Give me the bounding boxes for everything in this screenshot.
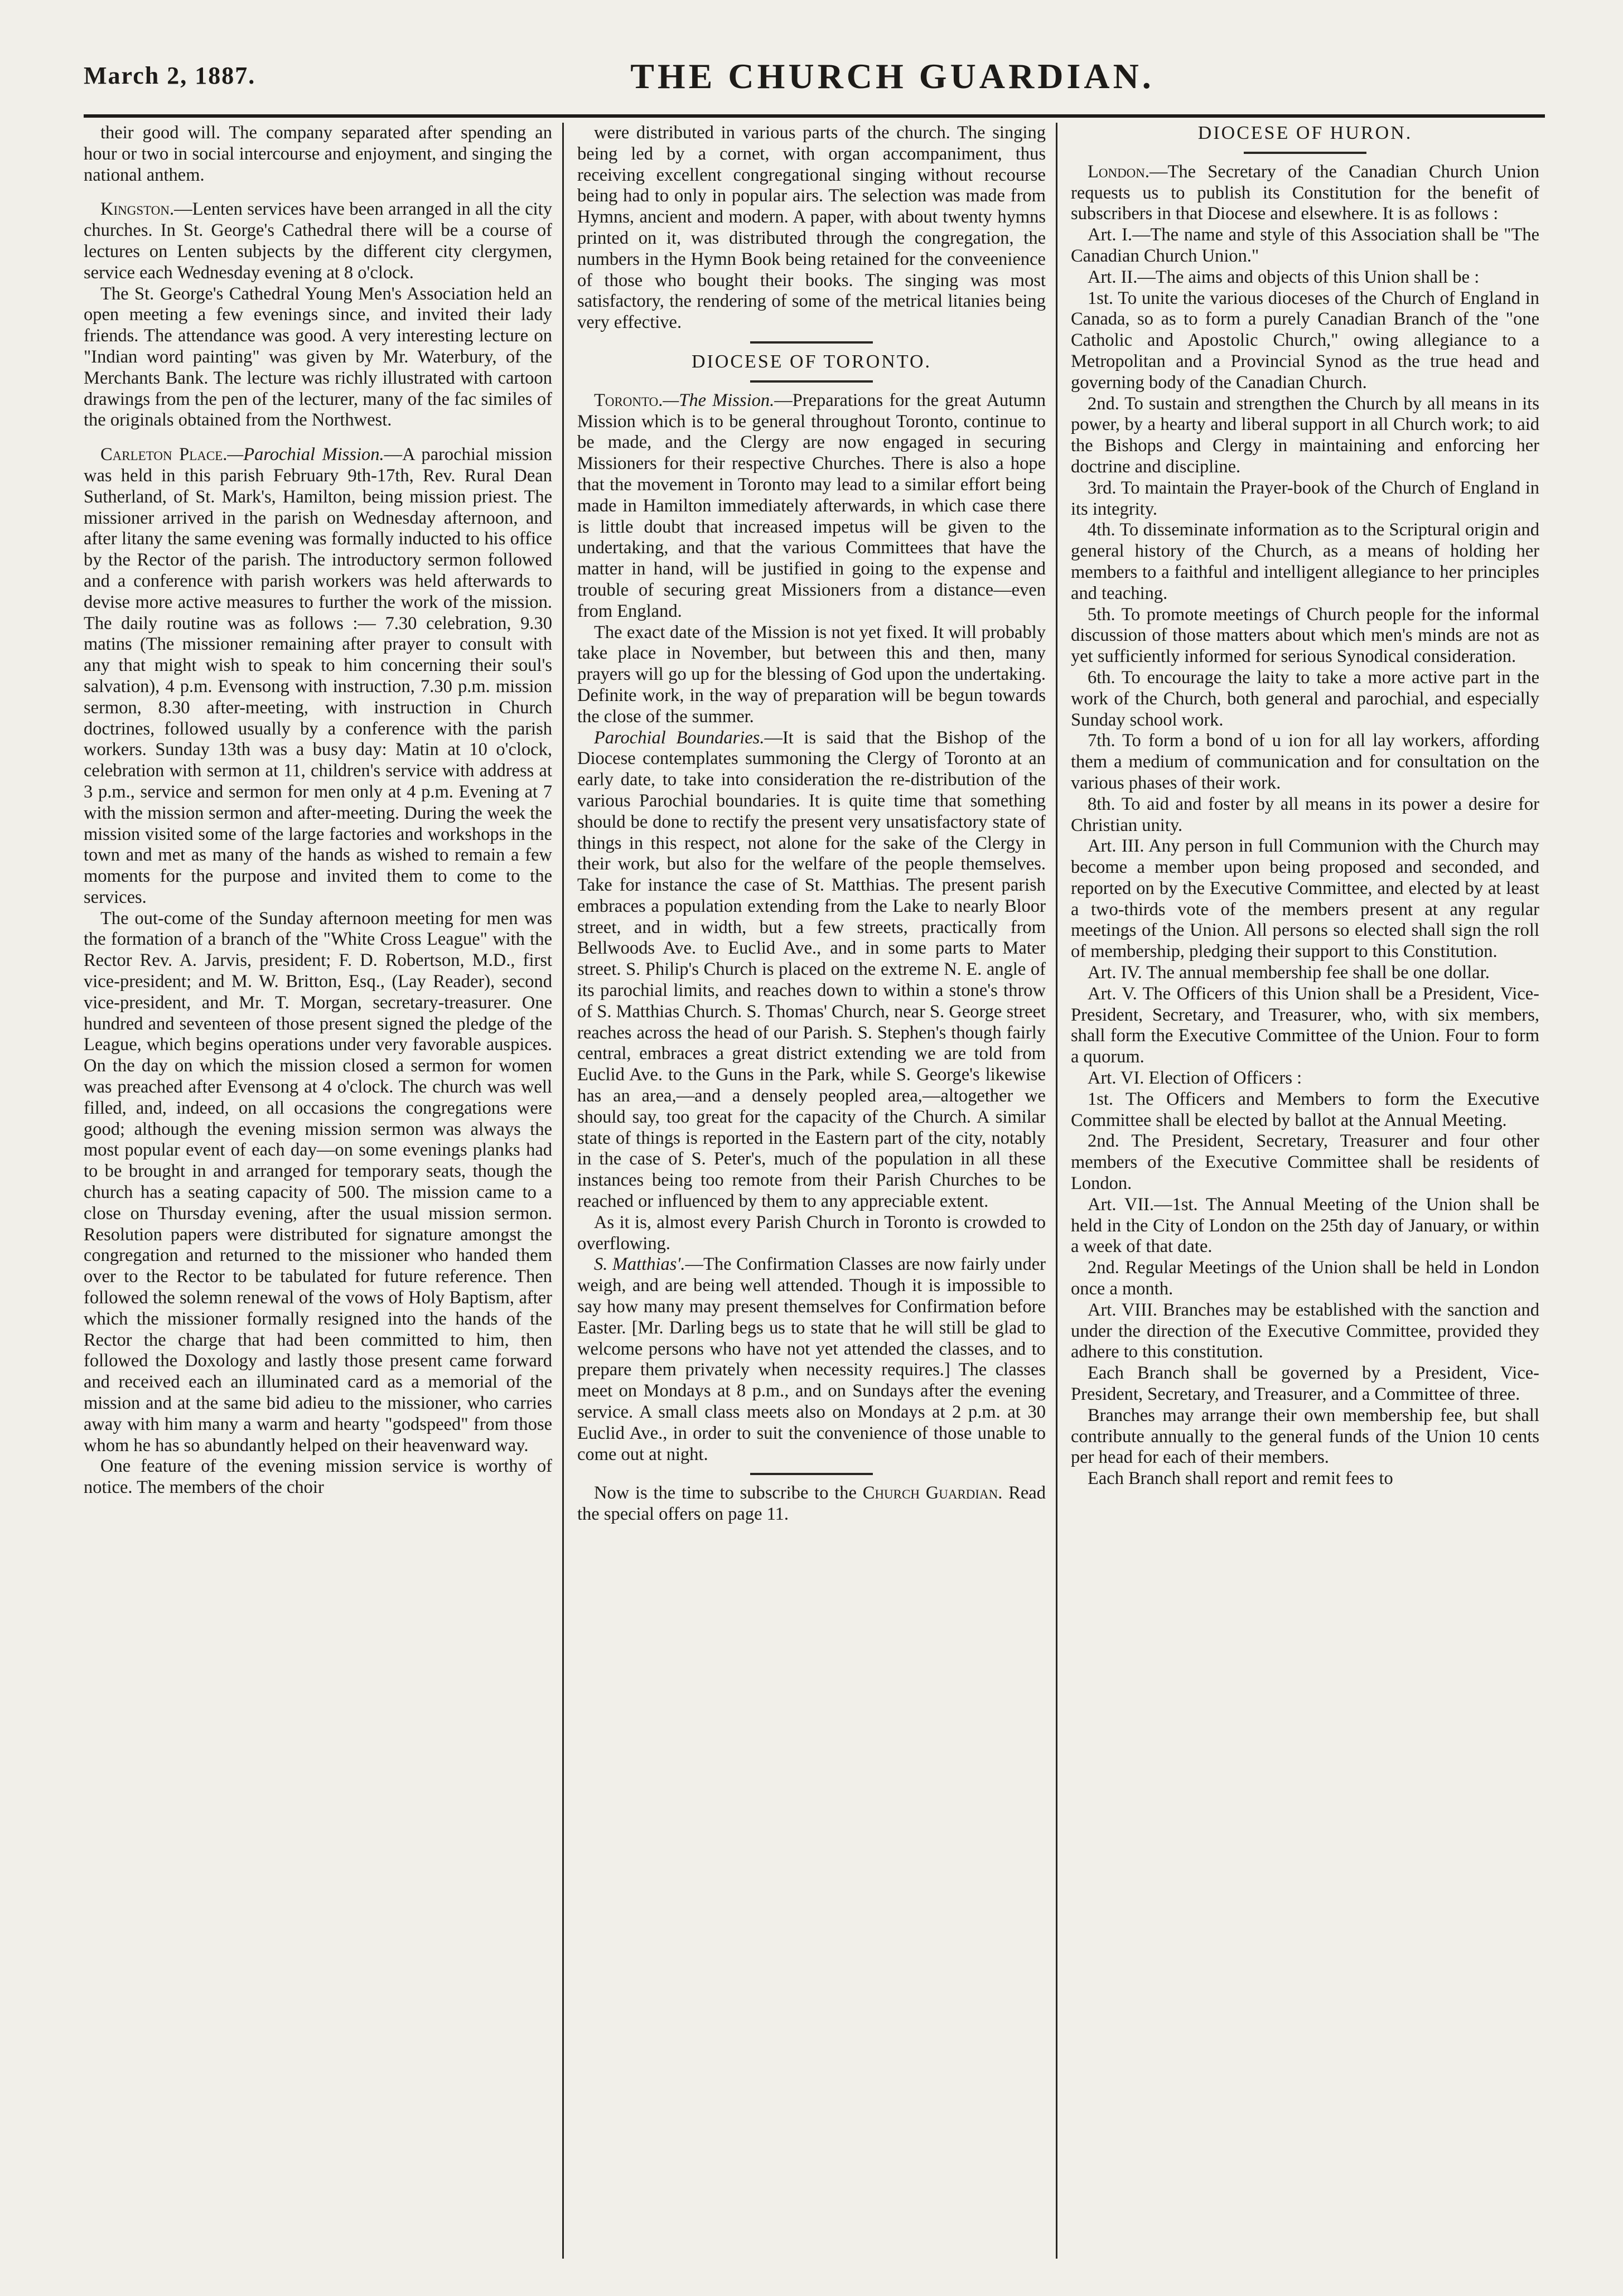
paragraph-london [1071, 162, 1539, 225]
paragraph-white-cross: The out-come of the Sunday afternoon meeting for men was the formation of a branch of the "White Cross League" with the Rector Rev. A. Jarvis, president; F. D. Robertson, M.D., first vice-president; and M. W. Britton, Esq., (Lay Reader), second vice-president, and Mr. T. Morgan, secretary-treasurer. One hundred and seventeen of those present signed the pledge of the League, which begins operations under very favorable auspices. On the day on which the mission closed a sermon for women was preached after Evensong at 4 o'clock. The church was well filled, and, indeed, on all occasions the congregations were good; although the evening mission sermon was always the most popular event of each day—on some evenings planks had to be brought in and arranged for temporary seats, though the church has a seating capacity of 500. The mission came to a close on Thursday evening, after the usual mission sermon. Resolution papers were distributed for signature amongst the congregation and returned to the missioner who handed them over to the Rector to be tabulated for future reference. Then followed the solemn renewal of the vows of Holy Baptism, after which the missioner formally resigned into the hands of the Rector the charge that had been committed to him, then followed the Doxology and lastly those present came forward and received each an illuminated card as a memorial of the mission and at the same bid adieu to the missioner, who carries away with him many a warm and hearty "godspeed" from those whom he has so abundantly helped on their heavenward way. [84, 908, 552, 1456]
spacer [84, 186, 552, 199]
paragraph-carleton [84, 444, 552, 908]
aim-6: 6th. To encourage the laity to take a more active part in the work of the Church, both general and parochial, and especially Sunday school work. [1071, 667, 1539, 730]
branch-2: Branches may arrange their own membership fee, but shall contribute annually to the general funds of the Union 10 cents per head for each of their members. [1071, 1405, 1539, 1468]
column-3 [1071, 123, 1539, 2259]
article-4: Art. IV. The annual membership fee shall be one dollar. [1088, 963, 1490, 983]
aim-3: 3rd. To maintain the Prayer-book of the Church of England in its integrity. [1071, 477, 1539, 519]
paragraph-kingston [84, 199, 552, 283]
article-7: Art. VII.—1st. The Annual Meeting of the Union shall be held in the City of London on the 25th day of January, or within a week of that date. [1071, 1194, 1539, 1257]
article-1: Art. I.—The name and style of this Association shall be "The Canadian Church Union." [1071, 225, 1539, 266]
article-6: Art. VI. Election of Officers : [1088, 1068, 1302, 1089]
article-2: Art. II.—The aims and objects of this Union shall be : [1088, 267, 1480, 287]
branch-3: Each Branch shall report and remit fees to [1088, 1468, 1393, 1489]
paragraph-overflowing: As it is, almost every Parish Church in Toronto is crowded to overflowing. [577, 1212, 1046, 1254]
article-5: Art. V. The Officers of this Union shall be a President, Vice-President, Secretary, and Treasurer, who, with six members, shall form the Executive Committee of the Union. Four to form a quorum. [1071, 983, 1539, 1067]
aim-5: 5th. To promote meetings of Church people for the informal discussion of those matters about which men's minds are not as yet sufficiently informed for serious Synodical consideration. [1071, 604, 1539, 667]
aim-2: 2nd. To sustain and strengthen the Church by all means in its power, by a hearty and liberal support in all Church work; to aid the Bishops and Clergy in maintaining and enforcing her doctrine and discipline. [1071, 393, 1539, 477]
column-divider-2 [1056, 123, 1057, 2259]
paragraph-ymca: The St. George's Cathedral Young Men's Association held an open meeting a few evenings since, and invited their lady friends. The attendance was good. A very interesting lecture on "Indian word painting" was given by Mr. Waterbury, of the Merchants Bank. The lecture was richly illustrated with cartoon drawings from the pen of the lecturer, many of the fac similes of the originals obtained from the Northwest. [84, 283, 552, 431]
notice-lead: Now is the time to subscribe to the [594, 1483, 863, 1504]
spacer [84, 431, 552, 444]
paragraph-mission-date: The exact date of the Mission is not yet fixed. It will probably take place in November, but between this and then, many prayers will go up for the blessing of God upon the undertaking. Definite work, in the way of preparation will be begun towards the close of the summer. [577, 622, 1046, 727]
aim-1: 1st. To unite the various dioceses of the Church of England in Canada, so as to form a purely Canadian Branch of the "one Catholic and Apostolic Church," owing allegiance to a Metropolitan and a Provincial Synod as the true head and governing body of the Canadian Church. [1071, 288, 1539, 393]
matthias-text: —The Confirmation Classes are now fairly under weigh, and are being well attended. Though it is impossible to say how many may present themselves for Confirmation before Easter. [Mr. Darling begs us to state that he will still be glad to welcome persons who have not yet attended the classes, and to prepare them privately when necessity requires.] The classes meet on Mondays at 8 p.m., and on Sundays after the evening service. A small class meets also on Mondays at 2 p.m. at 30 Euclid Ave., in order to suit the convenience of those unable to come out at night. [577, 1254, 1046, 1464]
column-divider-1 [562, 123, 564, 2259]
election-1: 1st. The Officers and Members to form the Executive Committee shall be elected by ballot at the Annual Meeting. [1071, 1089, 1539, 1130]
paragraph-continued: their good will. The company separated after spending an hour or two in social intercourse and enjoyment, and singing the national anthem. [84, 123, 552, 185]
kingston-text: —Lenten services have been arranged in all the city churches. In St. George's Cathedral there will be a course of lectures on Lenten subjects by the different city clergymen, service each Wednesday evening at 8 o'clock. [84, 199, 552, 283]
aim-4: 4th. To disseminate information as to the Scriptural origin and general history of the Church, as a means of holding her members to a faithful and intelligent allegiance to her principles and teaching. [1071, 520, 1539, 603]
place-carleton: Carleton Place. [100, 444, 228, 465]
meeting-2: 2nd. Regular Meetings of the Union shall be held in London once a month. [1071, 1258, 1539, 1299]
boundaries-subject: Parochial Boundaries. [594, 727, 765, 748]
london-text: —The Secretary of the Canadian Church Union requests us to publish its Constitution for the benefit of subscribers in that Diocese and elsewhere. It is as follows : [1071, 161, 1539, 224]
toronto-subject: —The Mission. [663, 390, 775, 410]
notice-tail: Read the special offers on page 11. [577, 1483, 1046, 1525]
election-2: 2nd. The President, Secretary, Treasurer and four other members of the Executive Committee shall be residents of London. [1071, 1131, 1539, 1194]
aim-8: 8th. To aid and foster by all means in its power a desire for Christian unity. [1071, 794, 1539, 835]
paragraph-singing: were distributed in various parts of the church. The singing being led by a cornet, with organ accompaniment, thus receiving excellent congregational singing without recourse being had to only in popular airs. The selection was made from Hymns, ancient and modern. A paper, with about twenty hymns printed on it, was distributed through the congregation, the numbers in the Hymn Book being retained for the conveenience of those who bought their books. The singing was most satisfactory, the rendering of some of the metrical litanies being very effective. [577, 123, 1046, 333]
matthias-subject: S. Matthias'. [594, 1254, 685, 1275]
paragraph-boundaries [577, 728, 1046, 1212]
issue-date: March 2, 1887. [84, 62, 256, 89]
place-toronto: Toronto. [594, 390, 663, 410]
paragraph-toronto-mission [577, 390, 1046, 622]
page-header [84, 45, 1545, 112]
paragraph-choir: One feature of the evening mission service is worthy of notice. The members of the choir [84, 1456, 552, 1498]
paragraph-subscribe-notice [577, 1483, 1046, 1525]
masthead-title: THE CHURCH GUARDIAN. [630, 56, 1155, 96]
column-2 [577, 123, 1046, 2259]
place-london: London. [1088, 161, 1150, 182]
article-3: Art. III. Any person in full Communion with the Church may become a member upon being proposed and seconded, and reported on by the Executive Committee, and elected by at least a two-thirds vote of the members present at any regular meetings of the Union. All persons so elected shall sign the roll of membership, pledging their support to this Constitution. [1071, 836, 1539, 962]
column-1 [84, 123, 552, 2259]
paragraph-matthias [577, 1254, 1046, 1465]
carleton-text: —A parochial mission was held in this parish February 9th-17th, Rev. Rural Dean Sutherland, of St. Mark's, Hamilton, being mission priest. The missioner arrived in the parish on Wednesday afternoon, and after litany the same evening was formally inducted to his office by the Rector of the parish. The introductory sermon followed and a conference with parish workers was held afterwards to devise more active measures to further the work of the mission. The daily routine was as follows :— 7.30 celebration, 9.30 matins (The missioner remaining after prayer to consult with any that might wish to speak to him concerning their soul's salvation), 4 p.m. Evensong with instruction, 7.30 p.m. mission sermon, 8.30 after-meeting, with instruction in Church doctrines, followed usually by a conference with the parish workers. Sunday 13th was a busy day: Matin at 10 o'clock, celebration with sermon at 11, children's service with address at 3 p.m., service and sermon for men only at 4 p.m. Evening at 7 with the mission sermon and after-meeting. During the week the mission visited some of the large factories and workshops in the town and met as many of the hands as wished to remain a few moments for the purpose and invited them to come to the services. [84, 444, 552, 907]
carleton-subject: —Parochial Mission. [227, 444, 384, 465]
section-rule [750, 380, 873, 383]
boundaries-text: —It is said that the Bishop of the Diocese contemplates summoning the Clergy of Toronto at an early date, to take into consideration the re-distribution of the various Parochial boundaries. It is quite time that something should be done to rectify the present very unsatisfactory state of things in this respect, not alone for the sake of the Clergy in their work, but also for the welfare of the people themselves. Take for instance the case of St. Matthias. The present parish embraces a population extending from the Lake to nearly Bloor street, and in width, but a few streets, practically from Bellwoods Ave. to Euclid Ave., and in some parts to Mater street. S. Philip's Church is placed on the extreme N. E. angle of its parochial limits, and reaches down to within a stone's throw of S. Matthias Church. S. Thomas' Church, near S. George street reaches across the head of our Parish. S. Stephen's though fairly central, embraces a great district extending we are told from Euclid Ave. to the Guns in the Park, while S. George's likewise has an area,—and a densely peopled area,—altogether we should say, too great for the capacity of the Church. A similar state of things is reported in the Eastern part of the city, notably in the case of S. Peter's, much of the population in all these instances being too remote from their Parish Churches to be reached or influenced by them to any appreciable extent. [577, 727, 1046, 1212]
section-rule [1244, 152, 1366, 154]
heading-toronto: DIOCESE OF TORONTO. [691, 351, 932, 372]
toronto-text: —Preparations for the great Autumn Mission which is to be general throughout Toronto, continue to be made, and the Clergy are now engaged in securing Missioners for their respective Churches. There is also a hope that the movement in Toronto may lead to a similar effort being made in Hamilton immediately afterwards, in which case there is little doubt that increased impetus will be given to the undertaking, and that the various Committees that have the matter in hand, will be justified in going to the expense and trouble of securing great Missioners from a distance—even from England. [577, 390, 1046, 621]
notice-paper: Church Guardian. [862, 1483, 1003, 1504]
branch-1: Each Branch shall be governed by a President, Vice-President, Secretary, and Treasurer, and a Committee of three. [1071, 1363, 1539, 1405]
aim-7: 7th. To form a bond of u ion for all lay workers, affording them a medium of communication and for consultation on the various phases of their work. [1071, 731, 1539, 793]
heading-huron: DIOCESE OF HURON. [1197, 123, 1413, 143]
article-8: Art. VIII. Branches may be established with the sanction and under the direction of the Executive Committee, provided they adhere to this constitution. [1071, 1299, 1539, 1362]
section-rule [750, 1473, 873, 1475]
place-kingston: Kingston. [100, 199, 175, 220]
header-rule [84, 114, 1545, 118]
section-rule [750, 341, 873, 344]
